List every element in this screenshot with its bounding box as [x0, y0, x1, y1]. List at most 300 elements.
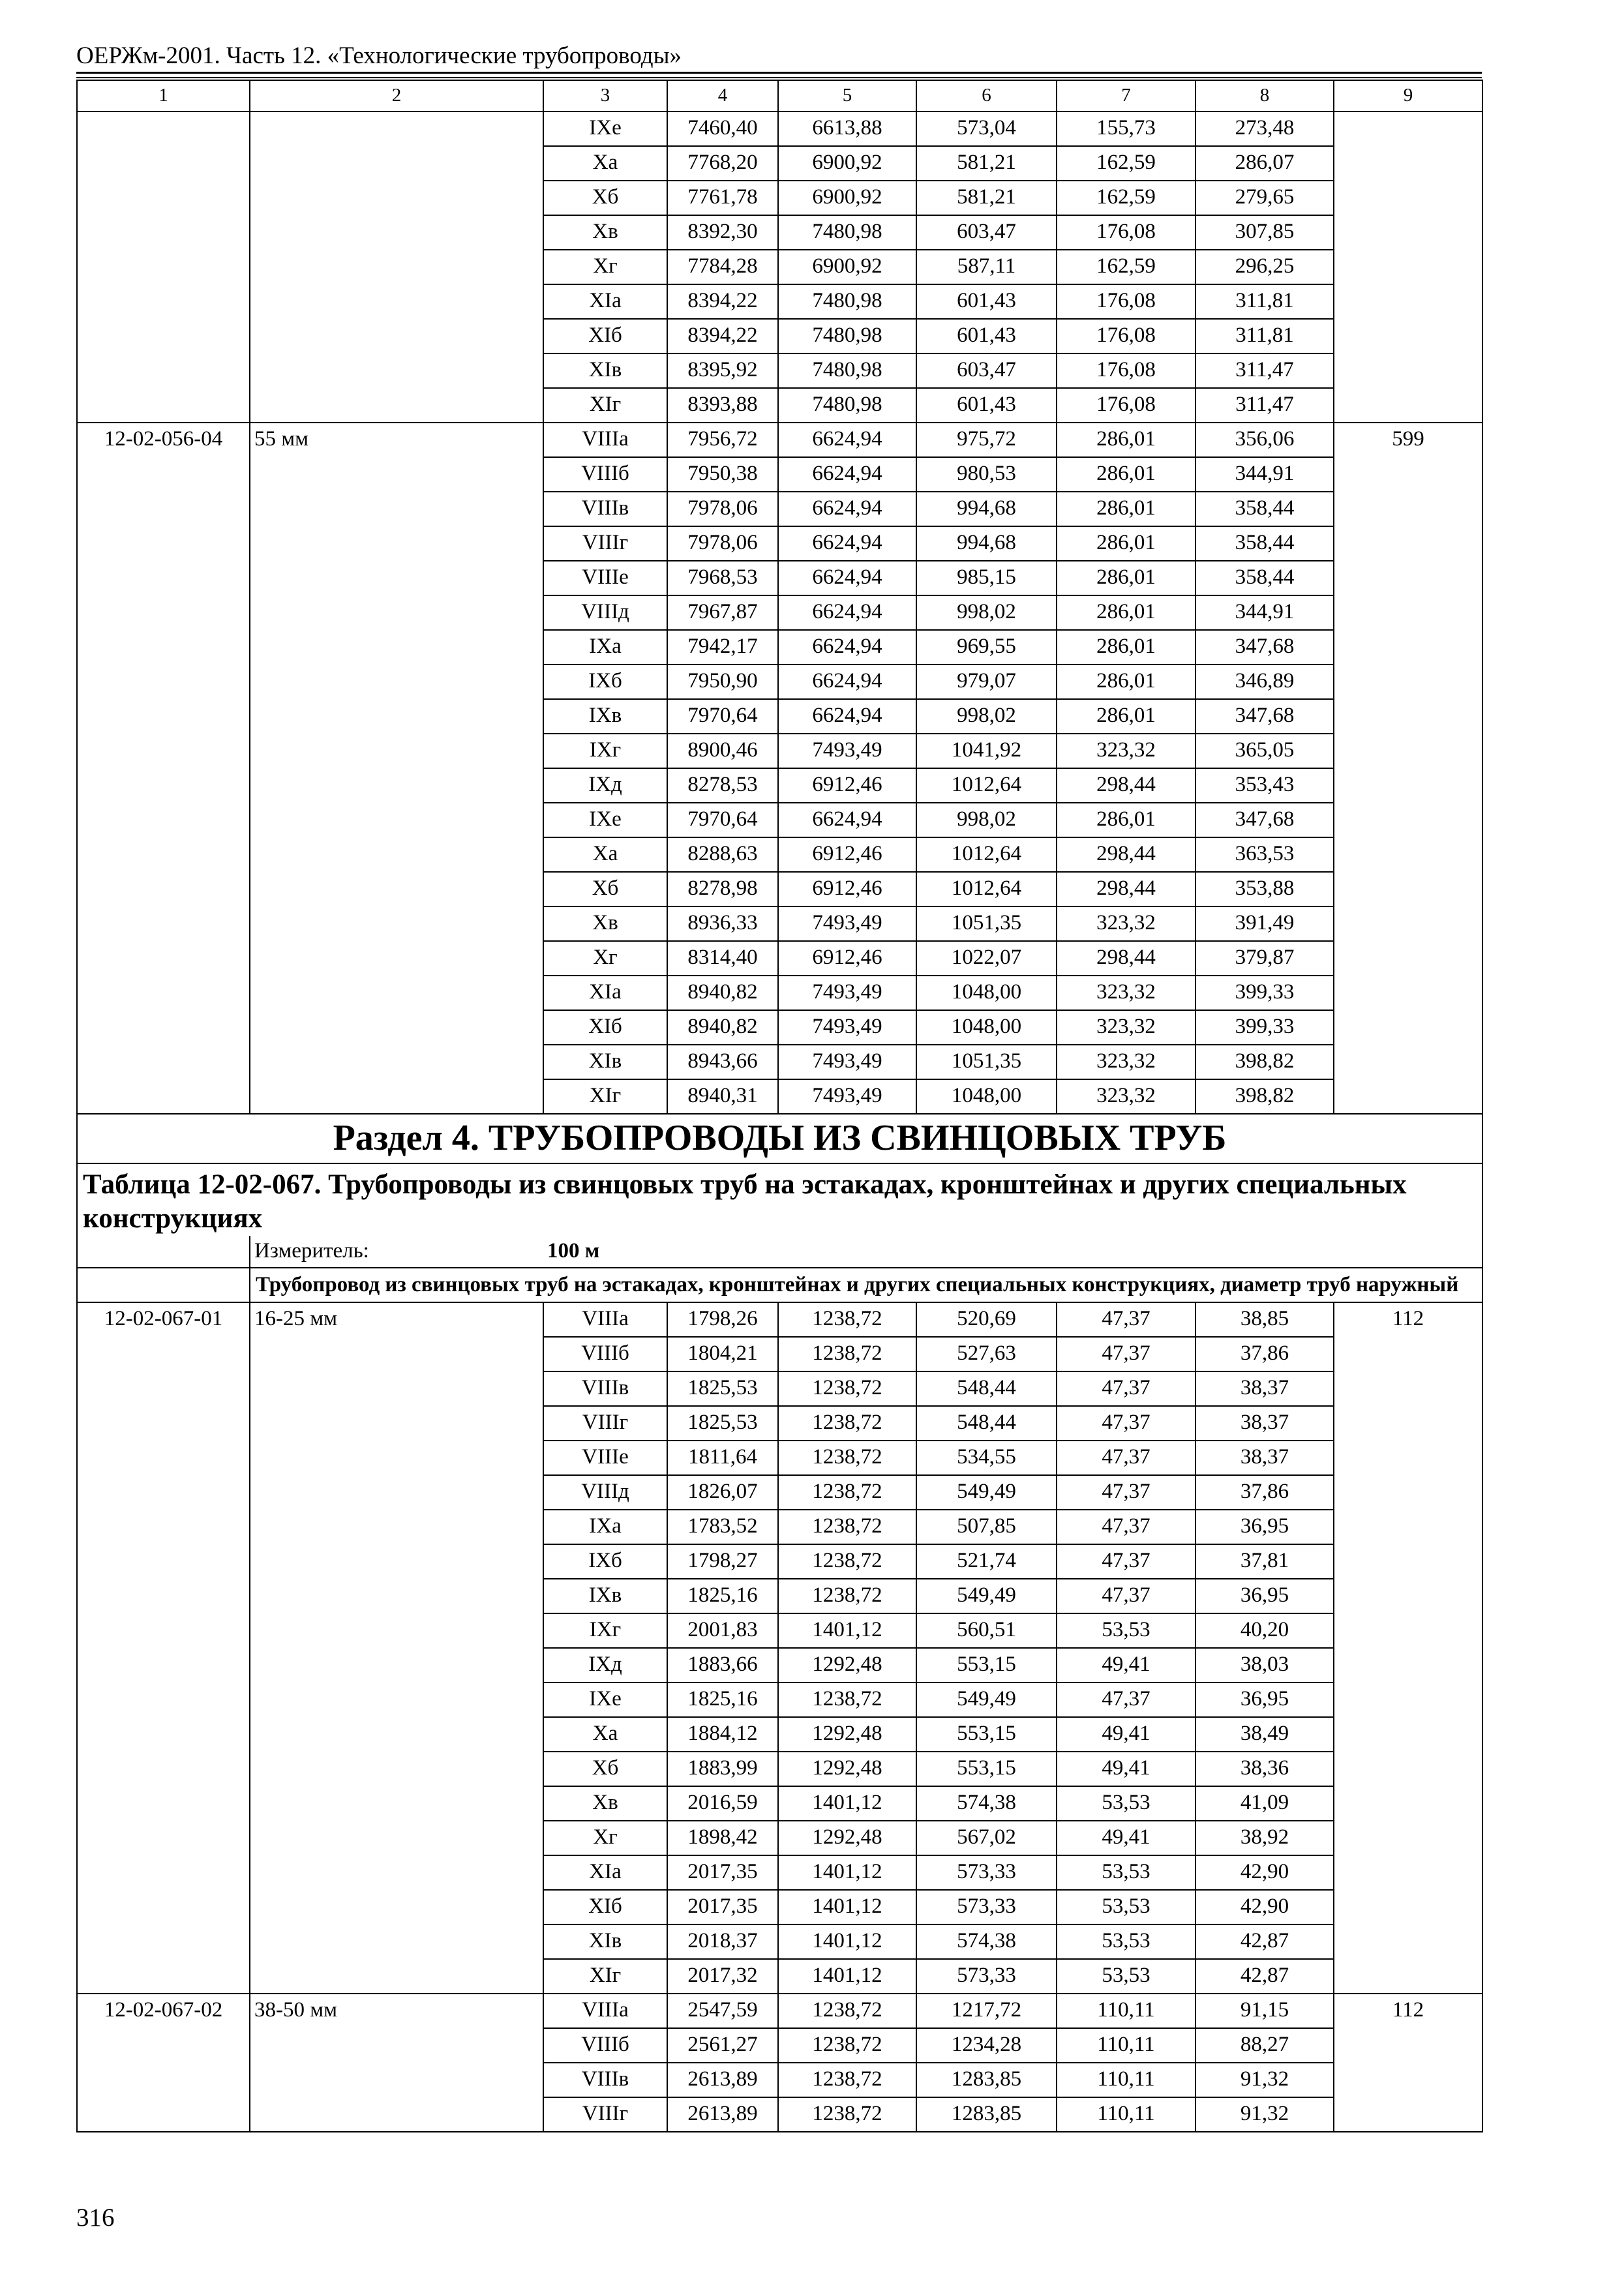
table-row — [77, 1924, 1482, 1959]
empty-cell — [1334, 768, 1482, 803]
table-row — [77, 1717, 1482, 1752]
region-code: XIг — [543, 1079, 667, 1114]
value-cell: 311,81 — [1195, 319, 1334, 353]
empty-cell — [1334, 837, 1482, 872]
value-cell: 7978,06 — [667, 492, 778, 526]
region-code: VIIIг — [543, 526, 667, 561]
value-cell: 6900,92 — [778, 146, 916, 181]
value-cell: 7950,38 — [667, 457, 778, 492]
value-cell: 6624,94 — [778, 457, 916, 492]
table-row — [77, 1890, 1482, 1924]
table-row — [77, 837, 1482, 872]
empty-cell — [250, 1371, 543, 1406]
value-cell: 6624,94 — [778, 595, 916, 630]
value-cell: 298,44 — [1057, 872, 1195, 906]
empty-cell — [250, 630, 543, 665]
value-cell: 38,92 — [1195, 1821, 1334, 1855]
value-cell: 2613,89 — [667, 2063, 778, 2097]
empty-cell — [1334, 284, 1482, 319]
value-cell: 47,37 — [1057, 1302, 1195, 1337]
empty-cell — [77, 1959, 250, 1994]
region-code: VIIIд — [543, 1475, 667, 1510]
region-code: VIIIг — [543, 1406, 667, 1441]
empty-cell — [77, 561, 250, 595]
value-cell: 91,32 — [1195, 2097, 1334, 2132]
value-cell: 47,37 — [1057, 1371, 1195, 1406]
value-cell: 1238,72 — [778, 1579, 916, 1613]
value-cell: 38,37 — [1195, 1441, 1334, 1475]
empty-cell — [250, 1717, 543, 1752]
value-cell: 176,08 — [1057, 215, 1195, 250]
value-cell: 534,55 — [916, 1441, 1057, 1475]
value-cell: 581,21 — [916, 146, 1057, 181]
value-cell: 311,47 — [1195, 388, 1334, 423]
value-cell: 1234,28 — [916, 2028, 1057, 2063]
value-cell: 1048,00 — [916, 976, 1057, 1010]
value-cell: 8394,22 — [667, 284, 778, 319]
empty-cell — [250, 1890, 543, 1924]
value-cell: 1238,72 — [778, 2028, 916, 2063]
value-cell: 42,90 — [1195, 1855, 1334, 1890]
value-cell: 162,59 — [1057, 181, 1195, 215]
rate-code: 12-02-056-04 — [77, 423, 250, 457]
value-cell: 549,49 — [916, 1683, 1057, 1717]
pipe-diameter: 55 мм — [250, 423, 543, 457]
empty-cell — [1334, 1821, 1482, 1855]
value-cell: 969,55 — [916, 630, 1057, 665]
empty-cell — [77, 2028, 250, 2063]
empty-cell — [77, 388, 250, 423]
value-cell: 1238,72 — [778, 1994, 916, 2028]
value-cell: 42,87 — [1195, 1959, 1334, 1994]
value-cell: 47,37 — [1057, 1337, 1195, 1371]
value-cell: 1283,85 — [916, 2063, 1057, 2097]
value-cell: 286,07 — [1195, 146, 1334, 181]
value-cell: 1811,64 — [667, 1441, 778, 1475]
region-code: VIIIa — [543, 1302, 667, 1337]
value-cell: 7493,49 — [778, 734, 916, 768]
empty-cell — [77, 492, 250, 526]
region-code: IXв — [543, 699, 667, 734]
value-cell: 347,68 — [1195, 699, 1334, 734]
empty-cell — [250, 1010, 543, 1045]
empty-cell — [1334, 319, 1482, 353]
value-cell: 38,49 — [1195, 1717, 1334, 1752]
table-row — [77, 803, 1482, 837]
value-cell: 110,11 — [1057, 2028, 1195, 2063]
value-cell: 379,87 — [1195, 941, 1334, 976]
value-cell: 323,32 — [1057, 1079, 1195, 1114]
table-row — [77, 146, 1482, 181]
value-cell: 985,15 — [916, 561, 1057, 595]
value-cell: 38,37 — [1195, 1371, 1334, 1406]
empty-cell — [77, 2097, 250, 2132]
table-row — [77, 1079, 1482, 1114]
value-cell: 573,33 — [916, 1959, 1057, 1994]
value-cell: 8278,53 — [667, 768, 778, 803]
value-cell: 1022,07 — [916, 941, 1057, 976]
measure-row — [77, 1236, 1482, 1268]
empty-cell — [1334, 388, 1482, 423]
table-row — [77, 665, 1482, 699]
table-row — [77, 353, 1482, 388]
table-row — [77, 526, 1482, 561]
empty-cell — [250, 146, 543, 181]
empty-cell — [1334, 906, 1482, 941]
empty-cell — [77, 1045, 250, 1079]
value-cell: 88,27 — [1195, 2028, 1334, 2063]
value-cell: 1292,48 — [778, 1648, 916, 1683]
value-cell: 998,02 — [916, 595, 1057, 630]
region-code: Xб — [543, 872, 667, 906]
value-cell: 8900,46 — [667, 734, 778, 768]
empty-cell — [250, 1406, 543, 1441]
value-cell: 7480,98 — [778, 284, 916, 319]
empty-cell — [77, 1441, 250, 1475]
region-code: VIIIб — [543, 457, 667, 492]
value-cell: 7761,78 — [667, 181, 778, 215]
header-rule-thin — [76, 77, 1482, 78]
empty-cell — [77, 1236, 250, 1268]
value-cell: 353,43 — [1195, 768, 1334, 803]
column-number: 6 — [916, 80, 1057, 112]
value-cell: 49,41 — [1057, 1752, 1195, 1786]
value-cell: 298,44 — [1057, 837, 1195, 872]
value-cell: 573,33 — [916, 1890, 1057, 1924]
value-cell: 1783,52 — [667, 1510, 778, 1544]
table-row — [77, 2097, 1482, 2132]
value-cell: 1012,64 — [916, 768, 1057, 803]
empty-cell — [1334, 1890, 1482, 1924]
value-cell: 7493,49 — [778, 976, 916, 1010]
value-cell: 1798,27 — [667, 1544, 778, 1579]
value-cell: 298,44 — [1057, 768, 1195, 803]
value-cell: 162,59 — [1057, 250, 1195, 284]
value-cell: 1012,64 — [916, 837, 1057, 872]
value-cell: 37,86 — [1195, 1475, 1334, 1510]
region-code: XIa — [543, 976, 667, 1010]
value-cell: 998,02 — [916, 699, 1057, 734]
region-code: VIIIг — [543, 2097, 667, 2132]
region-code: IXд — [543, 1648, 667, 1683]
value-cell: 286,01 — [1057, 457, 1195, 492]
table-row — [77, 1371, 1482, 1406]
value-cell: 53,53 — [1057, 1613, 1195, 1648]
empty-cell — [1334, 734, 1482, 768]
region-code: IXa — [543, 1510, 667, 1544]
value-cell: 6912,46 — [778, 941, 916, 976]
region-code: IXг — [543, 734, 667, 768]
table-row — [77, 1337, 1482, 1371]
empty-cell — [1334, 146, 1482, 181]
value-cell: 344,91 — [1195, 595, 1334, 630]
value-cell: 7493,49 — [778, 1045, 916, 1079]
value-cell: 8940,82 — [667, 976, 778, 1010]
value-cell: 1804,21 — [667, 1337, 778, 1371]
empty-cell — [1334, 457, 1482, 492]
empty-cell — [77, 1544, 250, 1579]
value-cell: 553,15 — [916, 1648, 1057, 1683]
region-code: IXв — [543, 1579, 667, 1613]
empty-cell — [77, 734, 250, 768]
region-code: Xв — [543, 906, 667, 941]
value-cell: 176,08 — [1057, 284, 1195, 319]
empty-cell — [1334, 1786, 1482, 1821]
region-code: IXa — [543, 630, 667, 665]
value-cell: 286,01 — [1057, 803, 1195, 837]
value-cell: 38,03 — [1195, 1648, 1334, 1683]
value-cell: 42,87 — [1195, 1924, 1334, 1959]
empty-cell — [77, 803, 250, 837]
empty-cell — [77, 1613, 250, 1648]
empty-cell — [1334, 665, 1482, 699]
empty-cell — [1334, 1613, 1482, 1648]
value-cell: 7956,72 — [667, 423, 778, 457]
value-cell: 353,88 — [1195, 872, 1334, 906]
empty-cell — [77, 215, 250, 250]
region-code: XIг — [543, 388, 667, 423]
empty-cell — [77, 837, 250, 872]
empty-cell — [250, 768, 543, 803]
value-cell: 1238,72 — [778, 1441, 916, 1475]
value-cell: 296,25 — [1195, 250, 1334, 284]
empty-cell — [77, 1337, 250, 1371]
weight-value: 599 — [1334, 423, 1482, 457]
value-cell: 6624,94 — [778, 526, 916, 561]
value-cell: 1401,12 — [778, 1890, 916, 1924]
value-cell: 1825,16 — [667, 1579, 778, 1613]
value-cell: 38,36 — [1195, 1752, 1334, 1786]
empty-cell — [1334, 803, 1482, 837]
value-cell: 399,33 — [1195, 1010, 1334, 1045]
value-cell: 286,01 — [1057, 630, 1195, 665]
table-row — [77, 1683, 1482, 1717]
value-cell: 8314,40 — [667, 941, 778, 976]
value-cell: 1401,12 — [778, 1924, 916, 1959]
value-cell: 1238,72 — [778, 1683, 916, 1717]
empty-cell — [1334, 872, 1482, 906]
empty-cell — [250, 492, 543, 526]
pipe-diameter: 16-25 мм — [250, 1302, 543, 1337]
value-cell: 2613,89 — [667, 2097, 778, 2132]
region-code: XIв — [543, 353, 667, 388]
value-cell: 1798,26 — [667, 1302, 778, 1337]
region-code: IXe — [543, 1683, 667, 1717]
value-cell: 36,95 — [1195, 1683, 1334, 1717]
region-code: XIв — [543, 1045, 667, 1079]
empty-cell — [77, 1406, 250, 1441]
table-row — [77, 215, 1482, 250]
value-cell: 1883,66 — [667, 1648, 778, 1683]
rate-code: 12-02-067-02 — [77, 1994, 250, 2028]
value-cell: 7480,98 — [778, 388, 916, 423]
value-cell: 1238,72 — [778, 1371, 916, 1406]
empty-cell — [1334, 526, 1482, 561]
value-cell: 53,53 — [1057, 1890, 1195, 1924]
empty-cell — [250, 1855, 543, 1890]
value-cell: 6624,94 — [778, 492, 916, 526]
value-cell: 6624,94 — [778, 630, 916, 665]
table-row — [77, 1441, 1482, 1475]
value-cell: 1238,72 — [778, 1406, 916, 1441]
rates-table — [76, 80, 1483, 2132]
column-number: 4 — [667, 80, 778, 112]
value-cell: 347,68 — [1195, 803, 1334, 837]
empty-cell — [1334, 1337, 1482, 1371]
column-number: 9 — [1334, 80, 1482, 112]
value-cell: 344,91 — [1195, 457, 1334, 492]
value-cell: 8392,30 — [667, 215, 778, 250]
value-cell: 7968,53 — [667, 561, 778, 595]
value-cell: 286,01 — [1057, 699, 1195, 734]
page-header-title: ОЕРЖм-2001. Часть 12. «Технологические трубопроводы» — [76, 42, 682, 69]
empty-cell — [250, 595, 543, 630]
value-cell: 520,69 — [916, 1302, 1057, 1337]
value-cell: 6912,46 — [778, 837, 916, 872]
value-cell: 1825,53 — [667, 1371, 778, 1406]
value-cell: 8278,98 — [667, 872, 778, 906]
value-cell: 346,89 — [1195, 665, 1334, 699]
empty-cell — [1334, 1371, 1482, 1406]
value-cell: 2001,83 — [667, 1613, 778, 1648]
value-cell: 41,09 — [1195, 1786, 1334, 1821]
empty-cell — [77, 1924, 250, 1959]
table-row — [77, 1786, 1482, 1821]
empty-cell — [250, 1337, 543, 1371]
value-cell: 91,15 — [1195, 1994, 1334, 2028]
value-cell: 7970,64 — [667, 803, 778, 837]
value-cell: 1401,12 — [778, 1613, 916, 1648]
empty-cell — [250, 388, 543, 423]
table-row — [77, 872, 1482, 906]
value-cell: 548,44 — [916, 1371, 1057, 1406]
empty-cell — [77, 1079, 250, 1114]
value-cell: 2018,37 — [667, 1924, 778, 1959]
table-row — [77, 181, 1482, 215]
region-code: IXг — [543, 1613, 667, 1648]
value-cell: 53,53 — [1057, 1786, 1195, 1821]
value-cell: 7493,49 — [778, 1079, 916, 1114]
value-cell: 6912,46 — [778, 768, 916, 803]
empty-cell — [77, 1752, 250, 1786]
region-code: IXe — [543, 803, 667, 837]
value-cell: 994,68 — [916, 492, 1057, 526]
empty-cell — [1334, 492, 1482, 526]
region-code: IXe — [543, 112, 667, 146]
region-code: VIIIa — [543, 423, 667, 457]
value-cell: 47,37 — [1057, 1406, 1195, 1441]
value-cell: 8936,33 — [667, 906, 778, 941]
value-cell: 358,44 — [1195, 492, 1334, 526]
region-code: IXд — [543, 768, 667, 803]
region-code: VIIIд — [543, 595, 667, 630]
empty-cell — [250, 734, 543, 768]
region-code: Xб — [543, 1752, 667, 1786]
empty-cell — [77, 146, 250, 181]
value-cell: 548,44 — [916, 1406, 1057, 1441]
column-numbers-row — [77, 80, 1482, 112]
value-cell: 2016,59 — [667, 1786, 778, 1821]
value-cell: 363,53 — [1195, 837, 1334, 872]
empty-cell — [77, 353, 250, 388]
value-cell: 53,53 — [1057, 1855, 1195, 1890]
empty-cell — [77, 630, 250, 665]
empty-cell — [250, 284, 543, 319]
value-cell: 587,11 — [916, 250, 1057, 284]
value-cell: 298,44 — [1057, 941, 1195, 976]
value-cell: 8940,82 — [667, 1010, 778, 1045]
column-number: 1 — [77, 80, 250, 112]
value-cell: 358,44 — [1195, 561, 1334, 595]
column-number: 3 — [543, 80, 667, 112]
value-cell: 286,01 — [1057, 526, 1195, 561]
table-row — [77, 1855, 1482, 1890]
value-cell: 155,73 — [1057, 112, 1195, 146]
empty-cell — [1334, 1683, 1482, 1717]
value-cell: 311,81 — [1195, 284, 1334, 319]
value-cell: 311,47 — [1195, 353, 1334, 388]
empty-cell — [250, 2097, 543, 2132]
value-cell: 1283,85 — [916, 2097, 1057, 2132]
value-cell: 91,32 — [1195, 2063, 1334, 2097]
empty-cell — [77, 1786, 250, 1821]
empty-cell — [77, 1371, 250, 1406]
region-code: VIIIa — [543, 1994, 667, 2028]
value-cell: 358,44 — [1195, 526, 1334, 561]
table-row — [77, 699, 1482, 734]
region-code: Xa — [543, 1717, 667, 1752]
empty-cell — [250, 1821, 543, 1855]
value-cell: 7970,64 — [667, 699, 778, 734]
empty-cell — [250, 1786, 543, 1821]
value-cell: 7480,98 — [778, 215, 916, 250]
value-cell: 1898,42 — [667, 1821, 778, 1855]
value-cell: 1238,72 — [778, 1302, 916, 1337]
empty-cell — [77, 1475, 250, 1510]
empty-cell — [1334, 1924, 1482, 1959]
value-cell: 47,37 — [1057, 1475, 1195, 1510]
value-cell: 998,02 — [916, 803, 1057, 837]
empty-cell — [250, 250, 543, 284]
empty-cell — [250, 1045, 543, 1079]
table-row — [77, 976, 1482, 1010]
description-row — [77, 1268, 1482, 1302]
value-cell: 38,37 — [1195, 1406, 1334, 1441]
empty-cell — [77, 319, 250, 353]
value-cell: 8394,22 — [667, 319, 778, 353]
table-row — [77, 1821, 1482, 1855]
empty-cell — [1334, 250, 1482, 284]
empty-cell — [250, 699, 543, 734]
region-code: VIIIб — [543, 2028, 667, 2063]
empty-cell — [250, 1579, 543, 1613]
value-cell: 279,65 — [1195, 181, 1334, 215]
value-cell: 601,43 — [916, 388, 1057, 423]
empty-cell — [77, 1683, 250, 1717]
region-code: VIIIe — [543, 1441, 667, 1475]
value-cell: 1292,48 — [778, 1752, 916, 1786]
value-cell: 1238,72 — [778, 1510, 916, 1544]
empty-cell — [250, 1544, 543, 1579]
empty-cell — [250, 803, 543, 837]
empty-cell — [77, 1510, 250, 1544]
value-cell: 507,85 — [916, 1510, 1057, 1544]
region-code: XIб — [543, 1010, 667, 1045]
value-cell: 53,53 — [1057, 1959, 1195, 1994]
value-cell: 603,47 — [916, 353, 1057, 388]
value-cell: 323,32 — [1057, 906, 1195, 941]
region-code: XIб — [543, 319, 667, 353]
